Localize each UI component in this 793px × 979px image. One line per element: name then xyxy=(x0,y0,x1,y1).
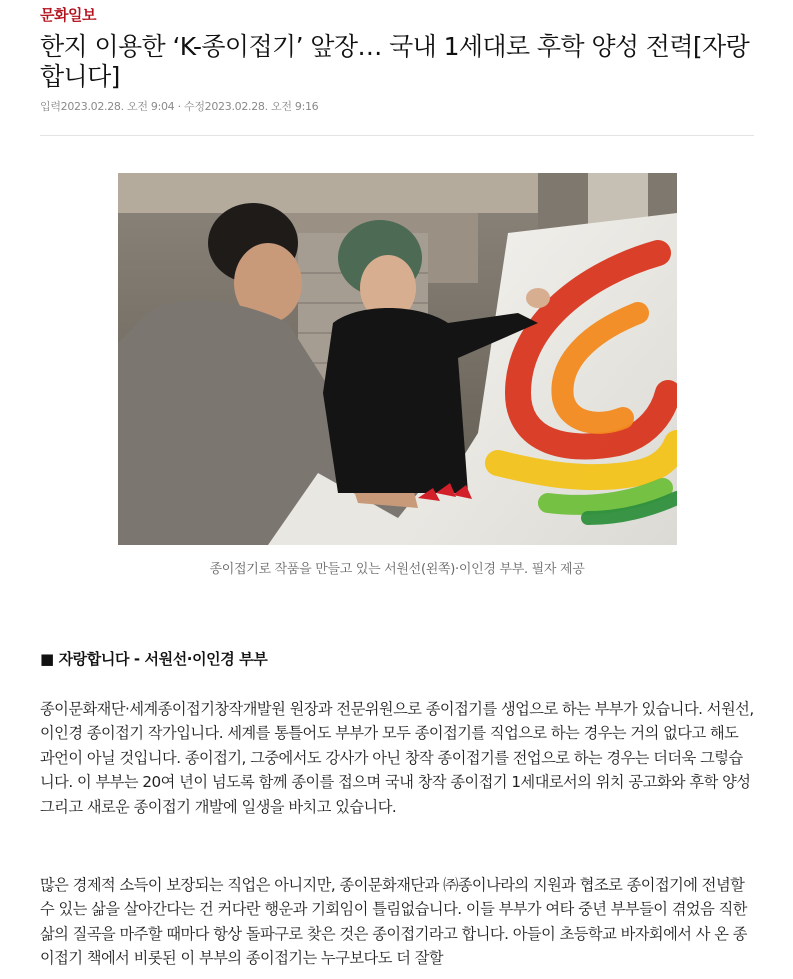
published-date: 입력2023.02.28. 오전 9:04 xyxy=(40,100,175,113)
photo-caption: 종이접기로 작품을 만들고 있는 서원선(왼쪽)·이인경 부부. 필자 제공 xyxy=(209,562,585,577)
article-paragraph: 많은 경제적 소득이 보장되는 직업은 아니지만, 종이문화재단과 ㈜종이나라의 지원과 협조로 종이접기에 전념할 수 있는 삶을 살아간다는 건 커다란 행운과 기회임이 틀림없습니다. 이들 부부가 여타 중년 부부들이 겪었음 직한 삶의 질곡을 마주할 때마다 항상 돌파구로 찾은 것은 종이접기라고 합니다. 아들이 초등학교 바자회에서 사 온 종이접기 책에서 비롯된 이 부부의 종이접기는 누구보다도 더 잘할 xyxy=(40,876,747,968)
modified-date: 수정2023.02.28. 오전 9:16 xyxy=(184,100,319,113)
press-logo[interactable]: 문화일보 xyxy=(40,6,96,24)
meta-separator: · xyxy=(177,100,181,113)
article-datestamp xyxy=(40,98,318,114)
article-headline: 한지 이용한 ‘K-종이접기’ 앞장… 국내 1세대로 후학 양성 전력[자랑합니다] xyxy=(40,32,750,91)
header-divider xyxy=(40,135,754,136)
article-photo[interactable] xyxy=(118,173,677,545)
section-subheading: ■ 자랑합니다 - 서원선·이인경 부부 xyxy=(40,650,268,668)
article-paragraph: 종이문화재단·세계종이접기창작개발원 원장과 전문위원으로 종이접기를 생업으로 하는 부부가 있습니다. 서원선, 이인경 종이접기 작가입니다. 세계를 통틀어도 부부가 모두 종이접기를 직업으로 하는 경우는 거의 없다고 해도 과언이 아닐 것입니다. 종이접기, 그중에서도 강사가 아닌 창작 종이접기를 전업으로 하는 경우는 더더욱 그렇습니다. 이 부부는 20여 년이 넘도록 함께 종이를 접으며 국내 창작 종이접기 1세대로서의 위치 공고화와 후학 양성 그리고 새로운 종이접기 개발에 일생을 바치고 있습니다. xyxy=(40,700,754,816)
